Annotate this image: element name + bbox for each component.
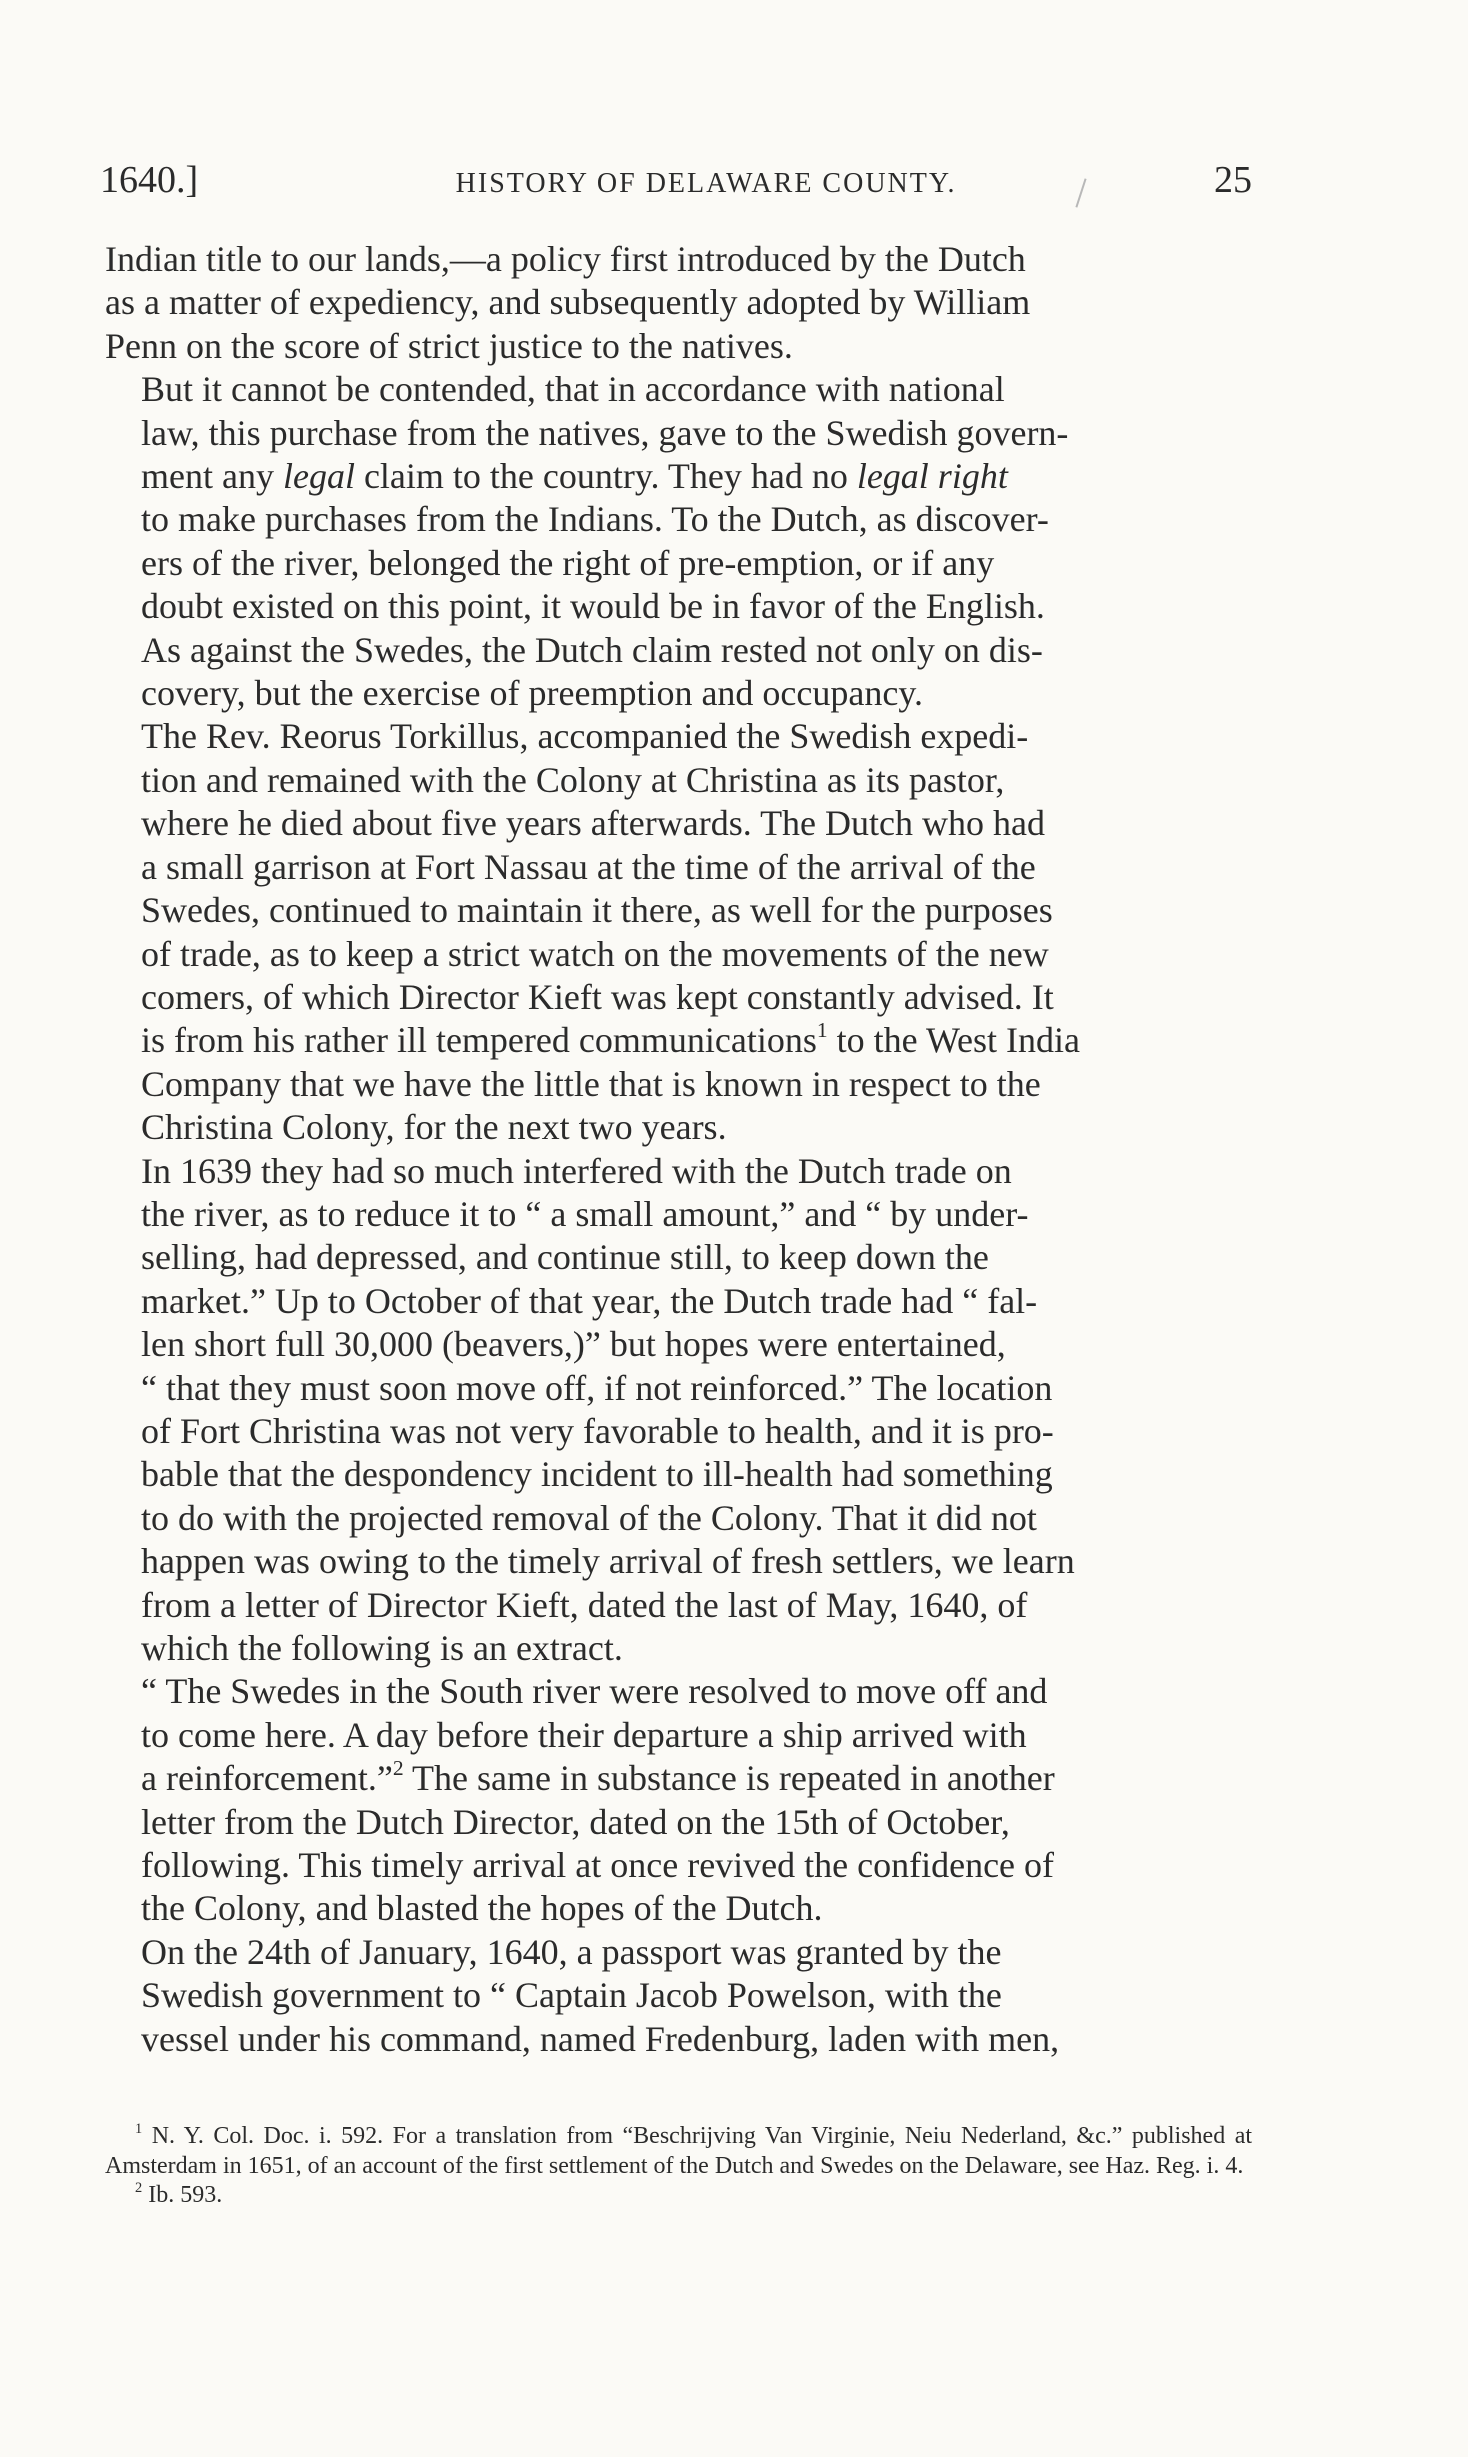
text-line-with-footnote bbox=[105, 1019, 1252, 1062]
text-line: where he died about five years afterwards. The Dutch who had bbox=[141, 803, 1045, 844]
text-line: which the following is an extract. bbox=[141, 1628, 623, 1668]
text-line: “ The Swedes in the South river were resolved to move off and bbox=[141, 1671, 1048, 1712]
text-line: a small garrison at Fort Nassau at the time of the arrival of the bbox=[141, 846, 1036, 887]
text-line: Swedish government to “ Captain Jacob Powelson, with the bbox=[141, 1975, 1002, 2016]
text-line: ers of the river, belonged the right of pre-emption, or if any bbox=[141, 542, 995, 583]
footnote-text: Ib. 593. bbox=[148, 2182, 223, 2208]
text-line: Swedes, continued to maintain it there, as well for the purposes bbox=[141, 890, 1053, 931]
text-line: “ that they must soon move off, if not reinforced.” The location bbox=[141, 1367, 1053, 1408]
footnote-ref-2[interactable]: 2 bbox=[392, 1756, 404, 1781]
paragraph-4 bbox=[105, 1150, 1252, 1671]
paragraph-3 bbox=[105, 715, 1252, 1149]
footnotes bbox=[105, 2122, 1252, 2211]
text-line: Penn on the score of strict justice to the natives. bbox=[105, 325, 793, 366]
text-line: covery, but the exercise of preemption and occupancy. bbox=[141, 673, 923, 714]
main-text bbox=[105, 238, 1252, 2061]
text-line: comers, of which Director Kieft was kept constantly advised. It bbox=[141, 976, 1054, 1017]
paragraph-6 bbox=[105, 1931, 1252, 2061]
paragraph-1 bbox=[105, 238, 1252, 368]
line-part: The same in substance is repeated in another bbox=[412, 1758, 1055, 1799]
text-line: len short full 30,000 (beavers,)” but hopes were entertained, bbox=[141, 1324, 1006, 1365]
footnote-marker: 2 bbox=[135, 2179, 143, 2196]
text-line: The Rev. Reorus Torkillus, accompanied the Swedish expedi- bbox=[141, 716, 1029, 757]
paragraph-5 bbox=[105, 1670, 1252, 1930]
text-line: tion and remained with the Colony at Christina as its pastor, bbox=[141, 759, 1005, 800]
text-line: of Fort Christina was not very favorable to health, and it is pro- bbox=[141, 1410, 1054, 1451]
text-line: On the 24th of January, 1640, a passport was granted by the bbox=[141, 1931, 1002, 1972]
paragraph-2 bbox=[105, 368, 1252, 715]
text-line: of trade, as to keep a strict watch on the movements of the new bbox=[141, 933, 1049, 974]
text-line: doubt existed on this point, it would be in favor of the English. bbox=[141, 586, 1045, 627]
text-line: as a matter of expediency, and subsequently adopted by William bbox=[105, 282, 1031, 323]
text-line: to make purchases from the Indians. To the Dutch, as discover- bbox=[141, 499, 1049, 540]
text-line: In 1639 they had so much interfered with the Dutch trade on bbox=[141, 1150, 1012, 1191]
text-line: Christina Colony, for the next two years. bbox=[141, 1107, 727, 1148]
footnote-1 bbox=[105, 2122, 1252, 2181]
text-line: market.” Up to October of that year, the Dutch trade had “ fal- bbox=[141, 1280, 1038, 1321]
text-line-with-footnote bbox=[105, 1757, 1252, 1800]
footnote-ref-1[interactable]: 1 bbox=[816, 1018, 828, 1043]
page-number: 25 bbox=[1213, 159, 1252, 201]
footnote-text: N. Y. Col. Doc. i. 592. For a translation from “Beschrijving Van Virginie, Neiu Nederland, &c.” published at Amsterdam in 1651, of an account of the first settlement of the Dutch and Swedes on the Delaware, see Haz. Reg. i. 4. bbox=[105, 2123, 1253, 2179]
text-line: following. This timely arrival at once revived the confidence of bbox=[141, 1845, 1055, 1886]
text-line: Company that we have the little that is known in respect to the bbox=[141, 1063, 1041, 1104]
footnote-marker: 1 bbox=[135, 2120, 143, 2137]
text-line: to do with the projected removal of the Colony. That it did not bbox=[141, 1497, 1037, 1538]
line-part: to the West India bbox=[836, 1020, 1081, 1061]
text-line: letter from the Dutch Director, dated on the 15th of October, bbox=[141, 1801, 1010, 1842]
italic-word: legal bbox=[282, 456, 355, 497]
text-line: from a letter of Director Kieft, dated the last of May, 1640, of bbox=[141, 1584, 1028, 1625]
text-line: to come here. A day before their departure a ship arrived with bbox=[141, 1714, 1027, 1755]
text-line: happen was owing to the timely arrival of fresh settlers, we learn bbox=[141, 1541, 1075, 1582]
text-line: the river, as to reduce it to “ a small amount,” and “ by under- bbox=[141, 1193, 1029, 1234]
text-line-italic: ment any legal claim to the country. They had no legal right bbox=[141, 456, 1008, 497]
text-line: law, this purchase from the natives, gave to the Swedish govern- bbox=[141, 412, 1069, 453]
line-part: is from his rather ill tempered communications bbox=[141, 1020, 817, 1061]
italic-phrase: legal right bbox=[856, 456, 1008, 497]
text-line: selling, had depressed, and continue still, to keep down the bbox=[141, 1237, 989, 1278]
footnote-2 bbox=[105, 2181, 1252, 2211]
text-line: But it cannot be contended, that in accordance with national bbox=[141, 369, 1005, 410]
line-part: a reinforcement.” bbox=[141, 1758, 393, 1799]
text-line: bable that the despondency incident to ill-health had something bbox=[141, 1454, 1053, 1495]
header-year: 1640.] bbox=[100, 159, 199, 201]
text-line: the Colony, and blasted the hopes of the Dutch. bbox=[141, 1888, 823, 1929]
text-line: As against the Swedes, the Dutch claim rested not only on dis- bbox=[141, 629, 1043, 670]
text-line: Indian title to our lands,—a policy first introduced by the Dutch bbox=[105, 239, 1026, 279]
text-line: vessel under his command, named Fredenburg, laden with men, bbox=[141, 2018, 1060, 2059]
header-title: HISTORY OF DELAWARE COUNTY. bbox=[455, 168, 957, 199]
